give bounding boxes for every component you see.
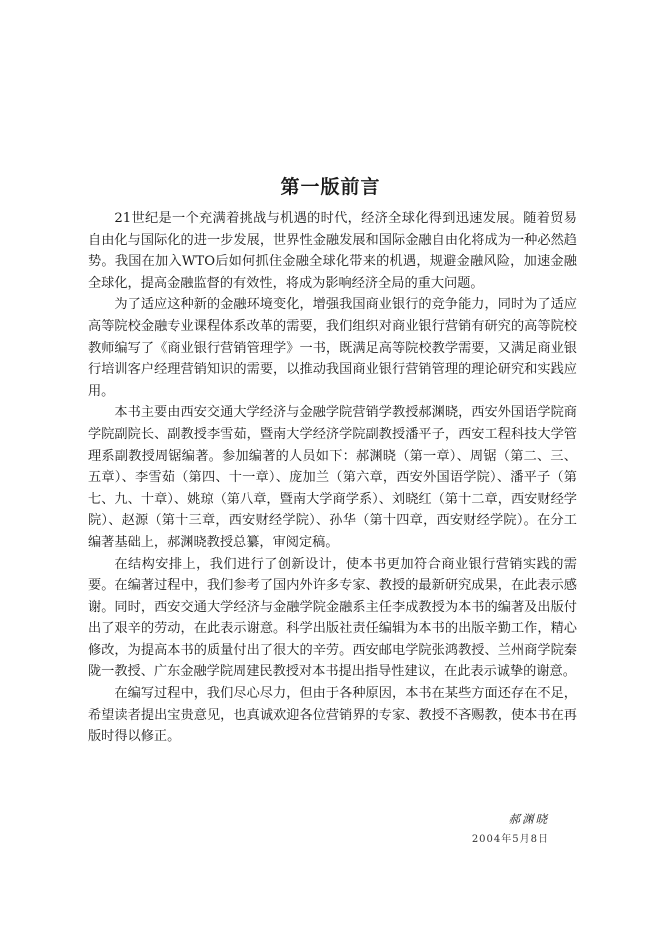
paragraph-1: 21世纪是一个充满着挑战与机遇的时代，经济全球化得到迅速发展。随着贸易自由化与国际化的进一步发展，世界性金融发展和国际金融自由化将成为一种必然趋势。我国在加入WTO后如何抓住金融全球化带来的机遇，规避金融风险，加速金融全球化，提高金融监督的有效性，将成为影响经济全局的重大问题。 [88, 211, 577, 291]
paragraph-5: 在编写过程中，我们尽心尽力，但由于各种原因，本书在某些方面还存在不足，希望读者提出宝贵意见，也真诚欢迎各位营销界的专家、教授不吝赐教，使本书在再版时得以修正。 [88, 686, 577, 745]
signature-date: 2004年5月8日 [471, 834, 549, 845]
author-signature: 郝渊晓 [508, 812, 549, 826]
paragraph-4: 在结构安排上，我们进行了创新设计，使本书更加符合商业银行营销实践的需要。在编著过程中，我们参考了国内外许多专家、教授的最新研究成果，在此表示感谢。同时，西安交通大学经济与金融学院金融系主任李成教授为本书的编著及出版付出了艰辛的劳动，在此表示谢意。科学出版社责任编辑为本书的出版辛勤工作，精心修改，为提高本书的质量付出了很大的辛劳。西安邮电学院张鸿教授、兰州商学院秦陇一教授、广东金融学院周建民教授对本书提出指导性建议，在此表示诚挚的谢意。 [88, 556, 577, 680]
preface-body [88, 208, 577, 748]
page-title: 第一版前言 [280, 176, 381, 198]
paragraph-3: 本书主要由西安交通大学经济与金融学院营销学教授郝渊晓，西安外国语学院商学院副院长、副教授李雪茹，暨南大学经济学院副教授潘平子，西安工程科技大学管理系副教授周锯编著。参加编著的人员如下：郝渊晓（第一章）、周锯（第二、三、五章）、李雪茹（第四、十一章）、庞加兰（第六章，西安外国语学院）、潘平子（第七、九、十章）、姚琼（第八章，暨南大学商学系）、刘晓红（第十二章，西安财经学院）、赵源（第十三章，西安财经学院）、孙华（第十四章，西安财经学院）。在分工编著基础上，郝渊晓教授总纂，审阅定稿。 [88, 405, 577, 550]
paragraph-2: 为了适应这种新的金融环境变化，增强我国商业银行的竞争能力，同时为了适应高等院校金融专业课程体系改革的需要，我们组织对商业银行营销有研究的高等院校教师编写了《商业银行营销管理学》一书，既满足高等院校教学需要，又满足商业银行培训客户经理营销知识的需要，以推动我国商业银行营销管理的理论研究和实践应用。 [88, 297, 577, 399]
